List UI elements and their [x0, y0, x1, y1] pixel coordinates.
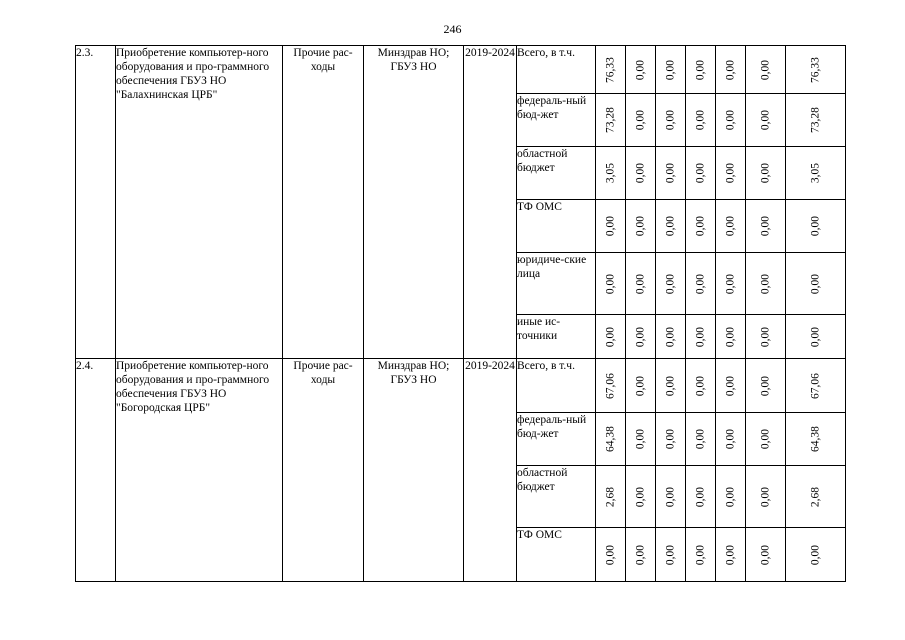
value-cell: 0,00 [626, 253, 656, 315]
period: 2019-2024 [464, 359, 517, 582]
value-cell: 0,00 [626, 413, 656, 466]
value-cell: 0,00 [716, 315, 746, 359]
value-cell: 0,00 [716, 528, 746, 582]
value-cell: 0,00 [656, 200, 686, 253]
value-cell: 0,00 [716, 46, 746, 94]
value-cell: 0,00 [746, 413, 786, 466]
value-cell: 0,00 [746, 200, 786, 253]
source-label: иные ис-точники [517, 315, 596, 359]
total-cell: 67,06 [786, 359, 846, 413]
value-cell: 0,00 [746, 466, 786, 528]
value-cell: 0,00 [716, 466, 746, 528]
source-label: Всего, в т.ч. [517, 46, 596, 94]
item-name: Приобретение компьютер-ного оборудования и про-граммного обеспечения ГБУЗ НО "Богородская ЦРБ" [116, 359, 283, 582]
executor: Минздрав НО; ГБУЗ НО [364, 359, 464, 582]
value-cell: 0,00 [716, 147, 746, 200]
value-cell: 0,00 [596, 315, 626, 359]
source-label: юридиче-ские лица [517, 253, 596, 315]
value-cell: 0,00 [656, 528, 686, 582]
value-cell: 0,00 [716, 359, 746, 413]
period: 2019-2024 [464, 46, 517, 359]
source-label: ТФ ОМС [517, 200, 596, 253]
total-cell: 0,00 [786, 253, 846, 315]
value-cell: 0,00 [746, 147, 786, 200]
value-cell: 64,38 [596, 413, 626, 466]
value-cell: 0,00 [746, 253, 786, 315]
value-cell: 0,00 [716, 94, 746, 147]
value-cell: 0,00 [656, 466, 686, 528]
value-cell: 0,00 [686, 466, 716, 528]
value-cell: 0,00 [656, 315, 686, 359]
value-cell: 0,00 [626, 528, 656, 582]
expense-type: Прочие рас-ходы [283, 46, 364, 359]
value-cell: 0,00 [746, 528, 786, 582]
value-cell: 0,00 [596, 253, 626, 315]
value-cell: 0,00 [746, 94, 786, 147]
value-cell: 0,00 [596, 528, 626, 582]
source-label: федераль-ный бюд-жет [517, 413, 596, 466]
executor: Минздрав НО; ГБУЗ НО [364, 46, 464, 359]
value-cell: 0,00 [746, 315, 786, 359]
item-number: 2.3. [76, 46, 116, 359]
source-label: областной бюджет [517, 147, 596, 200]
value-cell: 0,00 [716, 413, 746, 466]
value-cell: 0,00 [686, 315, 716, 359]
table-row [76, 46, 846, 94]
value-cell: 0,00 [686, 528, 716, 582]
source-label: Всего, в т.ч. [517, 359, 596, 413]
value-cell: 0,00 [686, 359, 716, 413]
value-cell: 0,00 [656, 359, 686, 413]
value-cell: 67,06 [596, 359, 626, 413]
total-cell: 73,28 [786, 94, 846, 147]
total-cell: 0,00 [786, 315, 846, 359]
expense-type: Прочие рас-ходы [283, 359, 364, 582]
value-cell: 0,00 [626, 46, 656, 94]
value-cell: 0,00 [656, 147, 686, 200]
value-cell: 0,00 [686, 94, 716, 147]
value-cell: 0,00 [626, 315, 656, 359]
value-cell: 2,68 [596, 466, 626, 528]
value-cell: 0,00 [686, 147, 716, 200]
value-cell: 0,00 [686, 46, 716, 94]
value-cell: 0,00 [686, 200, 716, 253]
page-number: 246 [443, 22, 462, 36]
value-cell: 76,33 [596, 46, 626, 94]
total-cell: 64,38 [786, 413, 846, 466]
value-cell: 3,05 [596, 147, 626, 200]
value-cell: 0,00 [626, 466, 656, 528]
value-cell: 0,00 [716, 253, 746, 315]
value-cell: 0,00 [656, 413, 686, 466]
value-cell: 0,00 [716, 200, 746, 253]
value-cell: 0,00 [656, 253, 686, 315]
total-cell: 3,05 [786, 147, 846, 200]
value-cell: 73,28 [596, 94, 626, 147]
value-cell: 0,00 [596, 200, 626, 253]
item-number: 2.4. [76, 359, 116, 582]
source-label: областной бюджет [517, 466, 596, 528]
total-cell: 76,33 [786, 46, 846, 94]
value-cell: 0,00 [626, 200, 656, 253]
value-cell: 0,00 [626, 147, 656, 200]
value-cell: 0,00 [746, 359, 786, 413]
total-cell: 2,68 [786, 466, 846, 528]
value-cell: 0,00 [686, 413, 716, 466]
value-cell: 0,00 [656, 46, 686, 94]
value-cell: 0,00 [686, 253, 716, 315]
table-row [76, 359, 846, 413]
total-cell: 0,00 [786, 200, 846, 253]
value-cell: 0,00 [656, 94, 686, 147]
value-cell: 0,00 [626, 359, 656, 413]
value-cell: 0,00 [626, 94, 656, 147]
source-label: федераль-ный бюд-жет [517, 94, 596, 147]
budget-table [75, 45, 846, 582]
source-label: ТФ ОМС [517, 528, 596, 582]
value-cell: 0,00 [746, 46, 786, 94]
item-name: Приобретение компьютер-ного оборудования и про-граммного обеспечения ГБУЗ НО "Балахнинская ЦРБ" [116, 46, 283, 359]
total-cell: 0,00 [786, 528, 846, 582]
